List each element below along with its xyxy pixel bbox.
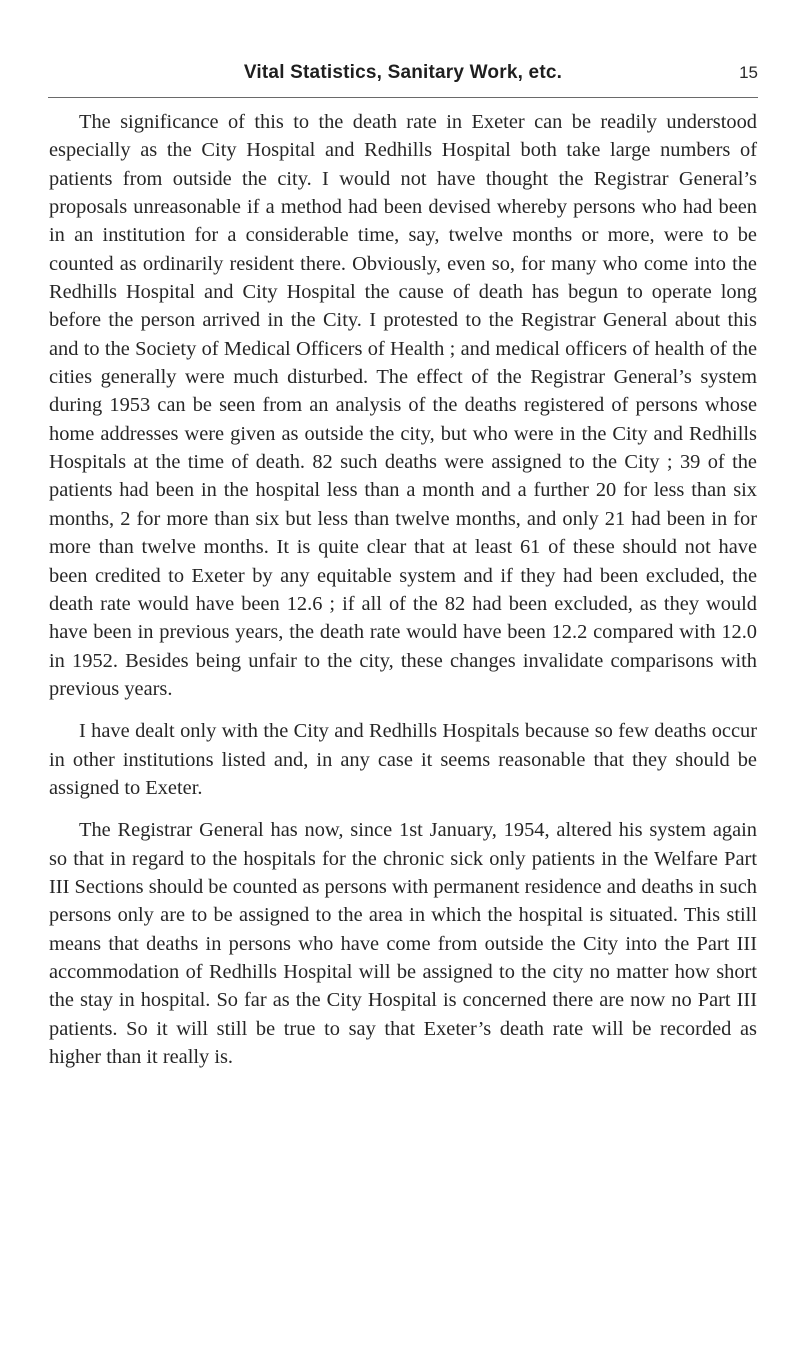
running-header: [48, 62, 758, 92]
running-title: Vital Statistics, Sanitary Work, etc.: [243, 62, 563, 83]
paragraph-death-rate-significance: The significance of this to the death rate in Exeter can be readily understood especially as the City Hospital and Redhills Hospital both take large numbers of patients from outside the city. I would not have thought the Registrar General’s proposals unreasonable if a method had been devised whereby persons who had been in an institution for a considerable time, say, twelve months or more, were to be counted as ordinarily resident there. Obviously, even so, for many who come into the Redhills Hospital and City Hospital the cause of death has begun to operate long before the person arrived in the City. I protested to the Registrar General about this and to the Society of Medical Officers of Health ; and medical officers of health of the cities generally were much disturbed. The effect of the Registrar General’s system during 1953 can be seen from an analysis of the deaths registered of persons whose home addresses were given as outside the city, but who were in the City and Redhills Hospitals at the time of death. 82 such deaths were assigned to the City ; 39 of the patients had been in the hospital less than a month and a further 20 for less than six months, 2 for more than six but less than twelve months, and only 21 had been in for more than twelve months. It is quite clear that at least 61 of these should not have been credited to Exeter by any equitable system and if they had been excluded, the death rate would have been 12.6 ; if all of the 82 had been excluded, as they would have been in previous years, the death rate would have been 12.2 compared with 12.0 in 1952. Besides being unfair to the city, these changes invalidate comparisons with previous years.: [49, 111, 757, 700]
paragraph-hospitals-dealt-with: I have dealt only with the City and Redhills Hospitals because so few deaths occur in other institutions listed and, in any case it seems reasonable that they should be assigned to Exeter.: [49, 720, 757, 799]
paragraph-registrar-system-1954: The Registrar General has now, since 1st January, 1954, altered his system again so that in regard to the hospitals for the chronic sick only patients in the Welfare Part III Sections should be counted as persons with permanent residence and deaths in such persons only are to be assigned to the area in which the hospital is situated. This still means that deaths in persons who have come from outside the City into the Part III accommodation of Redhills Hospital will be assigned to the city no matter how short the stay in hospital. So far as the City Hospital is concerned there are now no Part III patients. So it will still be true to say that Exeter’s death rate will be recorded as higher than it really is.: [49, 819, 757, 1068]
header-rule: [48, 97, 758, 98]
body-text: [49, 108, 757, 1071]
page-number: 15: [739, 63, 758, 82]
